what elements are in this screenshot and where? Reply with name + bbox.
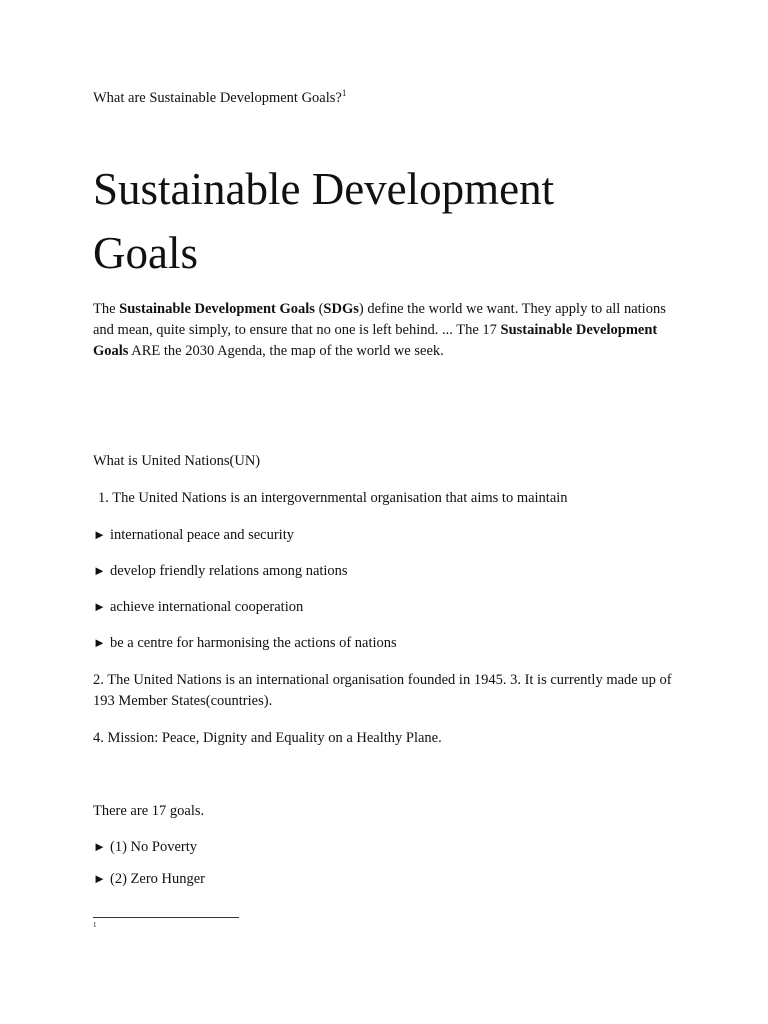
un-aim-text: be a centre for harmonising the actions of nations <box>110 635 397 651</box>
un-point-4: 4. Mission: Peace, Dignity and Equality on a Healthy Plane. <box>93 730 442 746</box>
arrow-bullet-icon: ► <box>93 527 106 542</box>
goal-text: (2) Zero Hunger <box>110 871 206 887</box>
footnote-divider <box>93 917 239 918</box>
arrow-bullet-icon: ► <box>93 563 106 578</box>
goals-intro: There are 17 goals. <box>93 803 205 819</box>
intro-bold-term: SDGs <box>323 301 359 317</box>
arrow-bullet-icon: ► <box>93 599 106 614</box>
intro-bold-term: Sustainable Development Goals <box>119 301 315 317</box>
un-heading: What is United Nations(UN) <box>93 453 261 469</box>
goal-item <box>93 868 205 890</box>
page-question <box>93 88 346 109</box>
un-aim-text: international peace and security <box>110 527 294 543</box>
un-aim-text: achieve international cooperation <box>110 599 304 615</box>
goal-text: (1) No Poverty <box>110 839 197 855</box>
intro-text: ( <box>314 301 324 317</box>
un-point-1: 1. The United Nations is an intergovernmental organisation that aims to maintain <box>98 490 568 506</box>
intro-bold-term: Sustainable Development Goals <box>93 322 658 359</box>
un-aim-item <box>93 632 397 654</box>
un-aim-item <box>93 560 348 582</box>
un-aim-text: develop friendly relations among nations <box>110 563 348 579</box>
goal-item <box>93 836 197 858</box>
intro-text: ARE the 2030 Agenda, the map of the world we seek. <box>128 343 444 359</box>
footnote-marker: 1 <box>93 921 97 929</box>
arrow-bullet-icon: ► <box>93 871 106 886</box>
arrow-bullet-icon: ► <box>93 839 106 854</box>
intro-paragraph <box>93 299 683 362</box>
question-text: What are Sustainable Development Goals? <box>93 90 342 106</box>
intro-text: ) define the world we want. They apply to all nations and mean, quite simply, to ensure that no one is left behind. ... The 17 <box>93 301 666 338</box>
un-point-2: 2. The United Nations is an international organisation founded in 1945. 3. It is currently made up of 193 Member States(countries). <box>93 672 672 709</box>
page-title: Sustainable Development Goals <box>93 164 555 278</box>
footnote-reference[interactable]: 1 <box>341 88 347 99</box>
arrow-bullet-icon: ► <box>93 635 106 650</box>
un-aim-item <box>93 524 294 546</box>
un-aim-item <box>93 596 303 618</box>
intro-text: The <box>93 301 120 317</box>
